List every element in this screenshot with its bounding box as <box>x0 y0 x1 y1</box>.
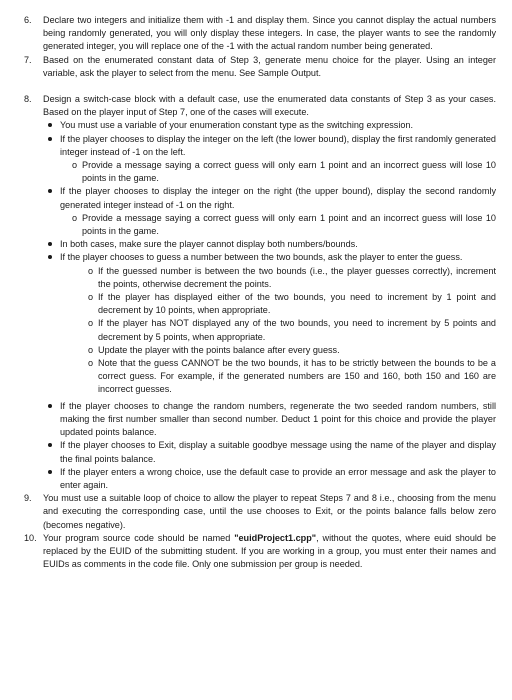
bullet-icon <box>48 189 52 193</box>
bullet-text: If the player chooses to guess a number between the two bounds, ask the player to enter the guess. <box>60 252 463 263</box>
circle-bullet-icon: o <box>72 212 78 223</box>
bullet-item <box>24 185 496 211</box>
sub-item <box>24 344 496 357</box>
filename-text: "euidProject1.cpp" <box>234 532 317 543</box>
circle-bullet-icon: o <box>88 292 94 303</box>
sub-item <box>24 159 496 185</box>
sub-text: Note that the guess CANNOT be the two bounds, it has to be strictly between the bounds to be a correct guess. For example, if the generated numbers are 150 and 160, both 150 and 160 are incorrect guesses. <box>98 358 496 395</box>
bullet-icon <box>48 137 52 141</box>
step-number: 8. <box>24 94 32 105</box>
bullet-text: If the player chooses to display the integer on the right (the upper bound), display the second randomly generated integer instead of -1 on the right. <box>60 186 496 210</box>
step-text: You must use a suitable loop of choice to allow the player to repeat Steps 7 and 8 i.e., choosing from the menu and executing the corresponding case, until the use chooses to Exit, or the points balance falls below zero (becomes negative). <box>43 493 496 530</box>
sub-item <box>24 265 496 291</box>
circle-bullet-icon: o <box>88 265 94 276</box>
circle-bullet-icon: o <box>88 358 94 369</box>
bullet-item <box>24 238 496 251</box>
bullet-icon <box>48 242 52 246</box>
step-text: Design a switch-case block with a default case, use the enumerated data constants of Step 3 as your cases. Based on the player input of Step 7, one of the cases will execute. <box>43 94 496 118</box>
bullet-item <box>24 133 496 159</box>
bullet-item <box>24 400 496 440</box>
sub-text: Update the player with the points balance after every guess. <box>98 344 340 355</box>
bullet-item <box>24 466 496 492</box>
step-7 <box>24 54 496 80</box>
sub-text: Provide a message saying a correct guess will only earn 1 point and an incorrect guess will lose 10 points in the game. <box>82 160 496 184</box>
bullet-text: If the player chooses to change the random numbers, regenerate the two seeded random numbers, still making the first number smaller than second number. Deduct 1 point for this choice and provide the player updated points balance. <box>60 400 496 438</box>
bullet-text: If the player chooses to display the integer on the left (the lower bound), display the first randomly generated integer instead of -1 on the left. <box>60 133 496 157</box>
sub-item <box>24 357 496 397</box>
circle-bullet-icon: o <box>88 318 94 329</box>
circle-bullet-icon: o <box>72 160 78 171</box>
step-number: 9. <box>24 493 32 504</box>
bullet-item <box>24 251 496 264</box>
bullet-text: You must use a variable of your enumeration constant type as the switching expression. <box>60 120 414 131</box>
sub-item <box>24 291 496 317</box>
sub-text: If the guessed number is between the two bounds (i.e., the player guesses correctly), increment the points, otherwise decrement the points. <box>98 265 496 289</box>
step-9 <box>24 492 496 532</box>
sub-text: Provide a message saying a correct guess will only earn 1 point and an incorrect guess will lose 10 points in the game. <box>82 212 496 237</box>
sub-item <box>24 317 496 343</box>
step-text: Declare two integers and initialize them with -1 and display them. Since you cannot display the actual numbers being randomly generated, you will only display these integers. In case, the player wants to see the randomly generated integer, you will replace one of the -1 with the actual random number being generated. <box>43 15 496 52</box>
bullet-icon <box>48 404 52 408</box>
sub-item <box>24 212 496 238</box>
step-10 <box>24 532 496 572</box>
bullet-text: In both cases, make sure the player cannot display both numbers/bounds. <box>60 239 358 250</box>
step-number: 7. <box>24 54 32 65</box>
bullet-item <box>24 119 496 132</box>
bullet-icon <box>48 255 52 259</box>
bullet-icon <box>48 123 52 127</box>
bullet-icon <box>48 470 52 474</box>
step-8 <box>24 93 496 119</box>
circle-bullet-icon: o <box>88 344 94 355</box>
step-text: , without the quotes, where euid should be replaced by the EUID of the submitting student. If you are working in a group, you must enter their names and EUIDs as comments in the code file. Only one submission per group is needed. <box>43 532 496 570</box>
bullet-text: If the player chooses to Exit, display a suitable goodbye message using the name of the player and display the final points balance. <box>60 440 496 464</box>
step-text: Based on the enumerated constant data of Step 3, generate menu choice for the player. Using an integer variable, ask the player to select from the menu. See Sample Output. <box>43 54 496 78</box>
bullet-text: If the player enters a wrong choice, use the default case to provide an error message and ask the player to enter again. <box>60 466 496 490</box>
sub-text: If the player has displayed either of the two bounds, you need to increment by 1 point and decrement by 10 points, when appropriate. <box>98 292 496 316</box>
step-text: Your program source code should be named <box>43 532 235 543</box>
step-number: 6. <box>24 15 32 25</box>
bullet-icon <box>48 443 52 447</box>
sub-text: If the player has NOT displayed any of the two bounds, you need to increment by 5 points and decrement by 5 points, when appropriate. <box>98 318 496 342</box>
step-number: 10. <box>24 532 37 543</box>
bullet-item <box>24 439 496 465</box>
step-6 <box>24 14 496 54</box>
